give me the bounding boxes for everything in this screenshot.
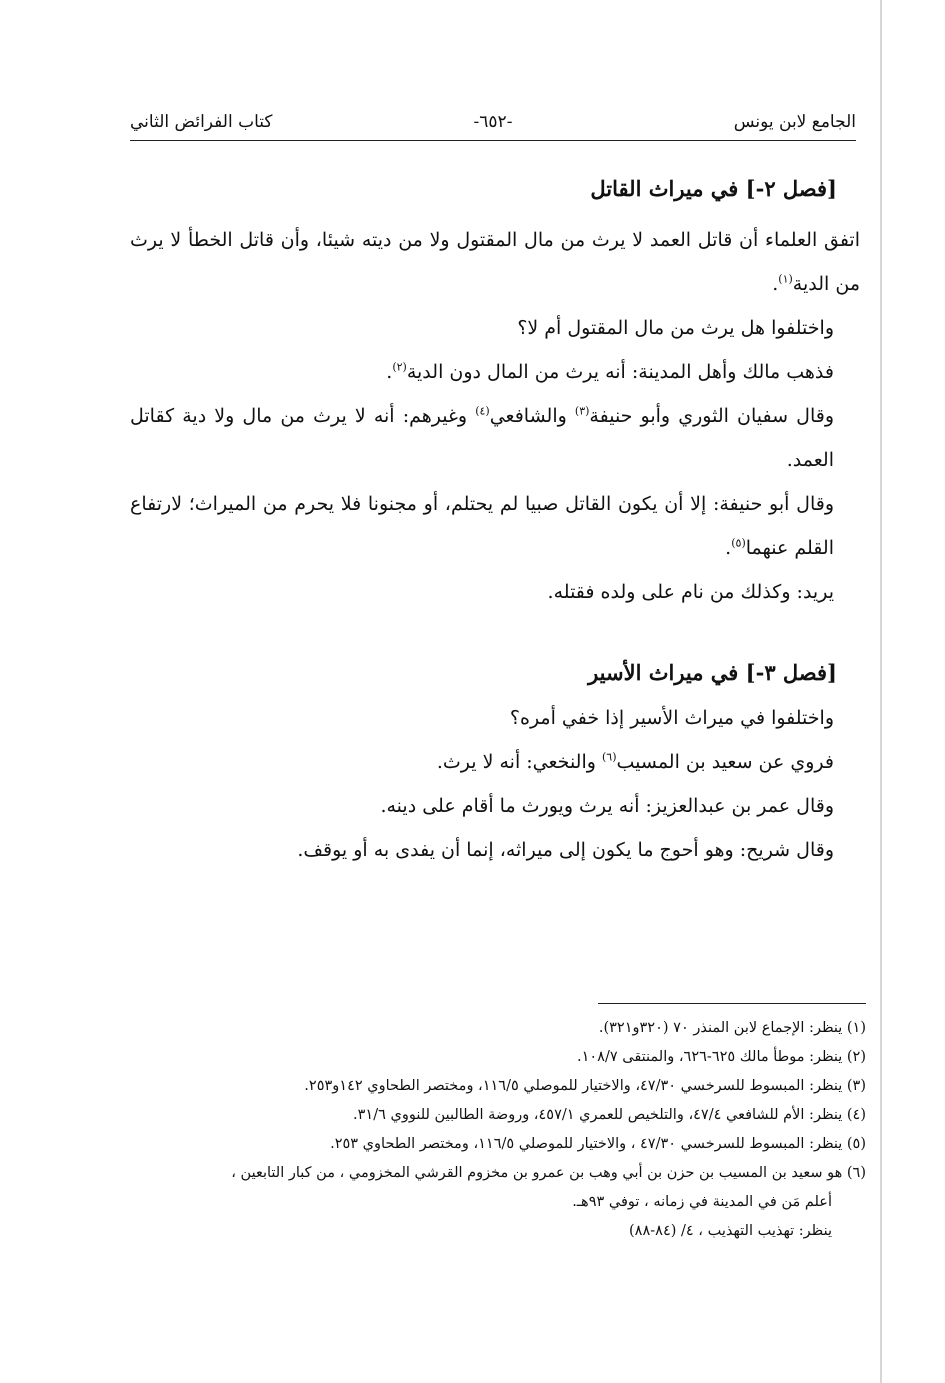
paragraph: وقال عمر بن عبدالعزيز: أنه يرث ويورث ما أقام على دينه. xyxy=(380,795,834,817)
punctuation: . xyxy=(725,537,732,559)
section-3-body xyxy=(130,696,860,872)
punctuation: . xyxy=(386,361,393,383)
footnote-ref: (٤) xyxy=(475,404,490,418)
paragraph-text: اتفق العلماء أن قاتل العمد لا يرث من مال المقتول ولا من ديته شيئا، وأن قاتل الخطأ لا يرث من الدية xyxy=(130,229,860,295)
section-3-title: [فصل ٣-] في ميراث الأسير xyxy=(588,660,837,685)
paragraph-text: وقال سفيان الثوري وأبو حنيفة xyxy=(589,405,834,427)
paragraph xyxy=(130,350,860,394)
section-2-body xyxy=(130,218,860,614)
footnote-rule xyxy=(598,1003,866,1004)
header-rule xyxy=(130,140,856,141)
footnote-ref: (٣) xyxy=(574,404,590,418)
paragraph xyxy=(130,482,860,570)
footnote-1: (١) ينظر: الإجماع لابن المنذر ٧٠ (٣٢٠و٣٢١). xyxy=(598,1020,866,1036)
paragraph xyxy=(130,394,860,482)
footnote-ref: (١) xyxy=(778,272,793,286)
footnotes xyxy=(200,1014,866,1246)
footnote-4: (٤) ينظر: الأم للشافعي ٤٧/٤، والتلخيص للعمري ٤٥٧/١، وروضة الطالبين للنووي ٣١/٦. xyxy=(353,1107,866,1123)
paragraph-text: وقال أبو حنيفة: إلا أن يكون القاتل صبيا لم يحتلم، أو مجنونا فلا يحرم من الميراث؛ لارتفاع القلم عنهما xyxy=(130,493,834,559)
header-page-number: -٦٥٢- xyxy=(473,112,513,132)
footnote-ref: (٥) xyxy=(731,536,746,550)
footnote-6-continuation: أعلم مَن في المدينة في زمانه ، توفي ٩٣هـ. xyxy=(572,1194,832,1210)
footnote-ref: (٢) xyxy=(392,360,407,374)
footnote-2: (٢) ينظر: موطأ مالك ٦٢٥-٦٢٦، والمنتقى ١٠٨/٧. xyxy=(576,1049,866,1065)
paragraph: واختلفوا هل يرث من مال المقتول أم لا؟ xyxy=(517,317,834,339)
paragraph-text: فروي عن سعيد بن المسيب xyxy=(616,751,834,773)
paragraph-text: فذهب مالك وأهل المدينة: أنه يرث من المال دون الدية xyxy=(406,361,834,383)
paragraph-text: والنخعي: أنه لا يرث. xyxy=(436,751,602,773)
footnote-6: (٦) هو سعيد بن المسيب بن حزن بن أبي وهب بن عمرو بن مخزوم القرشي المخزومي ، من كبار التابعين ، xyxy=(231,1165,866,1181)
punctuation: . xyxy=(772,273,779,295)
footnote-ref: (٦) xyxy=(601,750,617,764)
paragraph: يريد: وكذلك من نام على ولده فقتله. xyxy=(547,581,834,603)
running-header xyxy=(130,112,856,142)
header-chapter: كتاب الفرائض الثاني xyxy=(130,112,273,132)
paragraph-text: وغيرهم: أنه لا يرث من مال ولا دية كقاتل العمد. xyxy=(130,405,834,471)
paragraph xyxy=(130,218,860,306)
paragraph-text: والشافعي xyxy=(489,405,575,427)
footnote-5: (٥) ينظر: المبسوط للسرخسي ٤٧/٣٠ ، والاختيار للموصلي ١١٦/٥، ومختصر الطحاوي ٢٥٣. xyxy=(330,1136,866,1152)
paragraph: وقال شريح: وهو أحوج ما يكون إلى ميراثه، إنما أن يفدى به أو يوقف. xyxy=(297,839,834,861)
header-book-title: الجامع لابن يونس xyxy=(733,112,856,132)
section-2-title: [فصل ٢-] في ميراث القاتل xyxy=(590,176,837,201)
footnote-6-reference: ينظر: تهذيب التهذيب ، ٤/ (٨٤-٨٨) xyxy=(629,1223,832,1239)
footnote-3: (٣) ينظر: المبسوط للسرخسي ٤٧/٣٠، والاختيار للموصلي ١١٦/٥، ومختصر الطحاوي ١٤٢و٢٥٣. xyxy=(304,1078,866,1094)
page-edge-line xyxy=(880,0,882,1383)
paragraph xyxy=(130,740,860,784)
paragraph: واختلفوا في ميراث الأسير إذا خفي أمره؟ xyxy=(509,707,834,729)
